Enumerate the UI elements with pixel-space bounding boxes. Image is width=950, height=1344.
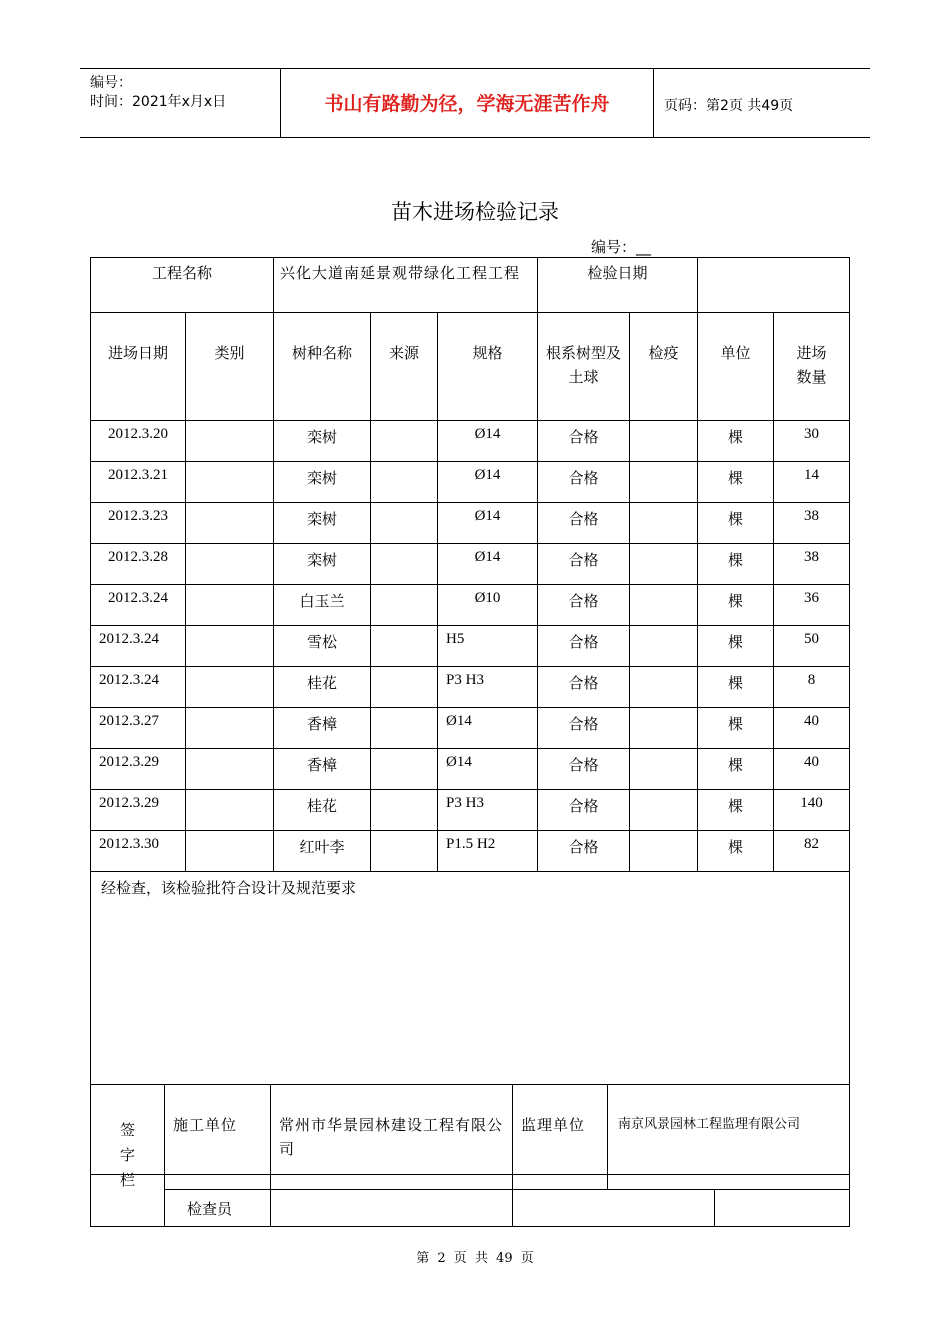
row-species: 栾树 [274, 421, 371, 462]
row-quantity: 40 [774, 708, 850, 749]
project-name-label: 工程名称 [91, 258, 274, 313]
supervision-unit-value: 南京风景园林工程监理有限公司 [608, 1085, 850, 1190]
row-category [186, 462, 274, 503]
signature-char: 栏 [119, 1171, 135, 1189]
inspector-sign-blank-1 [513, 1190, 715, 1227]
row-source [371, 790, 438, 831]
header-meta-cell [80, 69, 281, 137]
row-date: 2012.3.24 [91, 667, 186, 708]
row-quarantine [630, 503, 698, 544]
row-date: 2012.3.30 [91, 831, 186, 872]
col-header-quarantine: 检疫 [630, 313, 698, 421]
row-quarantine [630, 462, 698, 503]
table-row [91, 503, 850, 544]
inspection-remark: 经检查，该检验批符合设计及规范要求 [91, 872, 850, 1175]
col-header-category: 类别 [186, 313, 274, 421]
page-header [80, 68, 870, 138]
row-category [186, 544, 274, 585]
row-root: 合格 [538, 544, 630, 585]
row-source [371, 421, 438, 462]
row-category [186, 503, 274, 544]
row-species: 栾树 [274, 503, 371, 544]
row-quarantine [630, 790, 698, 831]
row-category [186, 421, 274, 462]
row-date: 2012.3.29 [91, 790, 186, 831]
row-species: 红叶李 [274, 831, 371, 872]
row-quantity: 8 [774, 667, 850, 708]
row-unit: 棵 [698, 626, 774, 667]
row-category [186, 667, 274, 708]
row-source [371, 667, 438, 708]
project-name-value: 兴化大道南延景观带绿化工程工程 [274, 258, 538, 313]
row-species: 香樟 [274, 749, 371, 790]
row-date: 2012.3.24 [91, 585, 186, 626]
row-date: 2012.3.21 [91, 462, 186, 503]
col-header-root: 根系树型及土球 [538, 313, 630, 421]
row-root: 合格 [538, 421, 630, 462]
row-spec: Ø14 [438, 462, 538, 503]
row-species: 栾树 [274, 462, 371, 503]
row-spec: Ø14 [438, 503, 538, 544]
row-quantity: 82 [774, 831, 850, 872]
signature-char: 签 [119, 1121, 135, 1139]
row-spec: Ø14 [438, 708, 538, 749]
row-category [186, 831, 274, 872]
row-spec: Ø14 [438, 749, 538, 790]
row-quantity: 38 [774, 544, 850, 585]
row-unit: 棵 [698, 708, 774, 749]
col-header-unit: 单位 [698, 313, 774, 421]
row-quarantine [630, 626, 698, 667]
row-category [186, 585, 274, 626]
row-quantity: 140 [774, 790, 850, 831]
row-quarantine [630, 667, 698, 708]
inspection-table [90, 257, 850, 1175]
row-category [186, 708, 274, 749]
row-date: 2012.3.27 [91, 708, 186, 749]
col-header-species: 树种名称 [274, 313, 371, 421]
row-root: 合格 [538, 503, 630, 544]
row-spec: Ø14 [438, 421, 538, 462]
inspector-value [271, 1190, 513, 1227]
row-source [371, 708, 438, 749]
signature-table [90, 1084, 850, 1227]
row-spec: H5 [438, 626, 538, 667]
row-spec: Ø14 [438, 544, 538, 585]
row-unit: 棵 [698, 749, 774, 790]
row-quantity: 30 [774, 421, 850, 462]
supervision-unit-label: 监理单位 [513, 1085, 608, 1190]
row-quarantine [630, 544, 698, 585]
table-row [91, 421, 850, 462]
row-root: 合格 [538, 462, 630, 503]
page-footer: 第 2 页 共 49 页 [416, 1251, 534, 1266]
inspector-sign-blank-2 [715, 1190, 850, 1227]
row-spec: P3 H3 [438, 790, 538, 831]
construction-unit-value: 常州市华景园林建设工程有限公司 [271, 1085, 513, 1190]
row-category [186, 790, 274, 831]
row-species: 栾树 [274, 544, 371, 585]
row-source [371, 831, 438, 872]
row-quantity: 40 [774, 749, 850, 790]
inspector-label: 检查员 [165, 1190, 271, 1227]
row-root: 合格 [538, 585, 630, 626]
row-root: 合格 [538, 667, 630, 708]
col-header-date: 进场日期 [91, 313, 186, 421]
row-source [371, 585, 438, 626]
inspect-date-label: 检验日期 [538, 258, 698, 313]
row-source [371, 749, 438, 790]
row-category [186, 749, 274, 790]
row-unit: 棵 [698, 462, 774, 503]
header-motto: 书山有路勤为径，学海无涯苦作舟 [281, 69, 654, 137]
row-unit: 棵 [698, 831, 774, 872]
table-row [91, 667, 850, 708]
row-date: 2012.3.28 [91, 544, 186, 585]
row-spec: P3 H3 [438, 667, 538, 708]
row-root: 合格 [538, 749, 630, 790]
row-unit: 棵 [698, 790, 774, 831]
row-quarantine [630, 585, 698, 626]
header-page-info: 页码：第2页 共49页 [664, 98, 794, 114]
row-quantity: 50 [774, 626, 850, 667]
row-unit: 棵 [698, 503, 774, 544]
document-title: 苗木进场检验记录 [391, 200, 559, 224]
col-header-spec: 规格 [438, 313, 538, 421]
row-unit: 棵 [698, 544, 774, 585]
table-row [91, 544, 850, 585]
table-row [91, 462, 850, 503]
row-date: 2012.3.20 [91, 421, 186, 462]
row-quarantine [630, 831, 698, 872]
row-species: 雪松 [274, 626, 371, 667]
row-species: 白玉兰 [274, 585, 371, 626]
column-header-row [91, 313, 850, 421]
col-header-quantity: 进场数量 [774, 313, 850, 421]
row-quarantine [630, 421, 698, 462]
table-row [91, 749, 850, 790]
construction-unit-label: 施工单位 [165, 1085, 271, 1190]
signature-section-label [91, 1085, 165, 1227]
row-species: 香樟 [274, 708, 371, 749]
row-species: 桂花 [274, 790, 371, 831]
table-row [91, 708, 850, 749]
document-number: 编号：__ [591, 238, 652, 256]
row-date: 2012.3.23 [91, 503, 186, 544]
row-quantity: 14 [774, 462, 850, 503]
table-row [91, 831, 850, 872]
row-category [186, 626, 274, 667]
table-row [91, 790, 850, 831]
row-unit: 棵 [698, 585, 774, 626]
row-source [371, 544, 438, 585]
row-spec: P1.5 H2 [438, 831, 538, 872]
signature-char: 字 [119, 1146, 135, 1164]
table-row [91, 626, 850, 667]
row-source [371, 462, 438, 503]
row-quantity: 36 [774, 585, 850, 626]
row-unit: 棵 [698, 667, 774, 708]
row-quantity: 38 [774, 503, 850, 544]
row-date: 2012.3.24 [91, 626, 186, 667]
row-spec: Ø10 [438, 585, 538, 626]
table-row [91, 585, 850, 626]
row-quarantine [630, 708, 698, 749]
row-source [371, 503, 438, 544]
row-unit: 棵 [698, 421, 774, 462]
row-date: 2012.3.29 [91, 749, 186, 790]
inspect-date-value [698, 258, 850, 313]
row-quarantine [630, 749, 698, 790]
row-root: 合格 [538, 626, 630, 667]
header-code-label: 编号： [90, 75, 132, 91]
row-root: 合格 [538, 790, 630, 831]
col-header-source: 来源 [371, 313, 438, 421]
row-source [371, 626, 438, 667]
row-root: 合格 [538, 708, 630, 749]
header-time: 时间：2021年x月x日 [90, 94, 227, 110]
row-species: 桂花 [274, 667, 371, 708]
row-root: 合格 [538, 831, 630, 872]
